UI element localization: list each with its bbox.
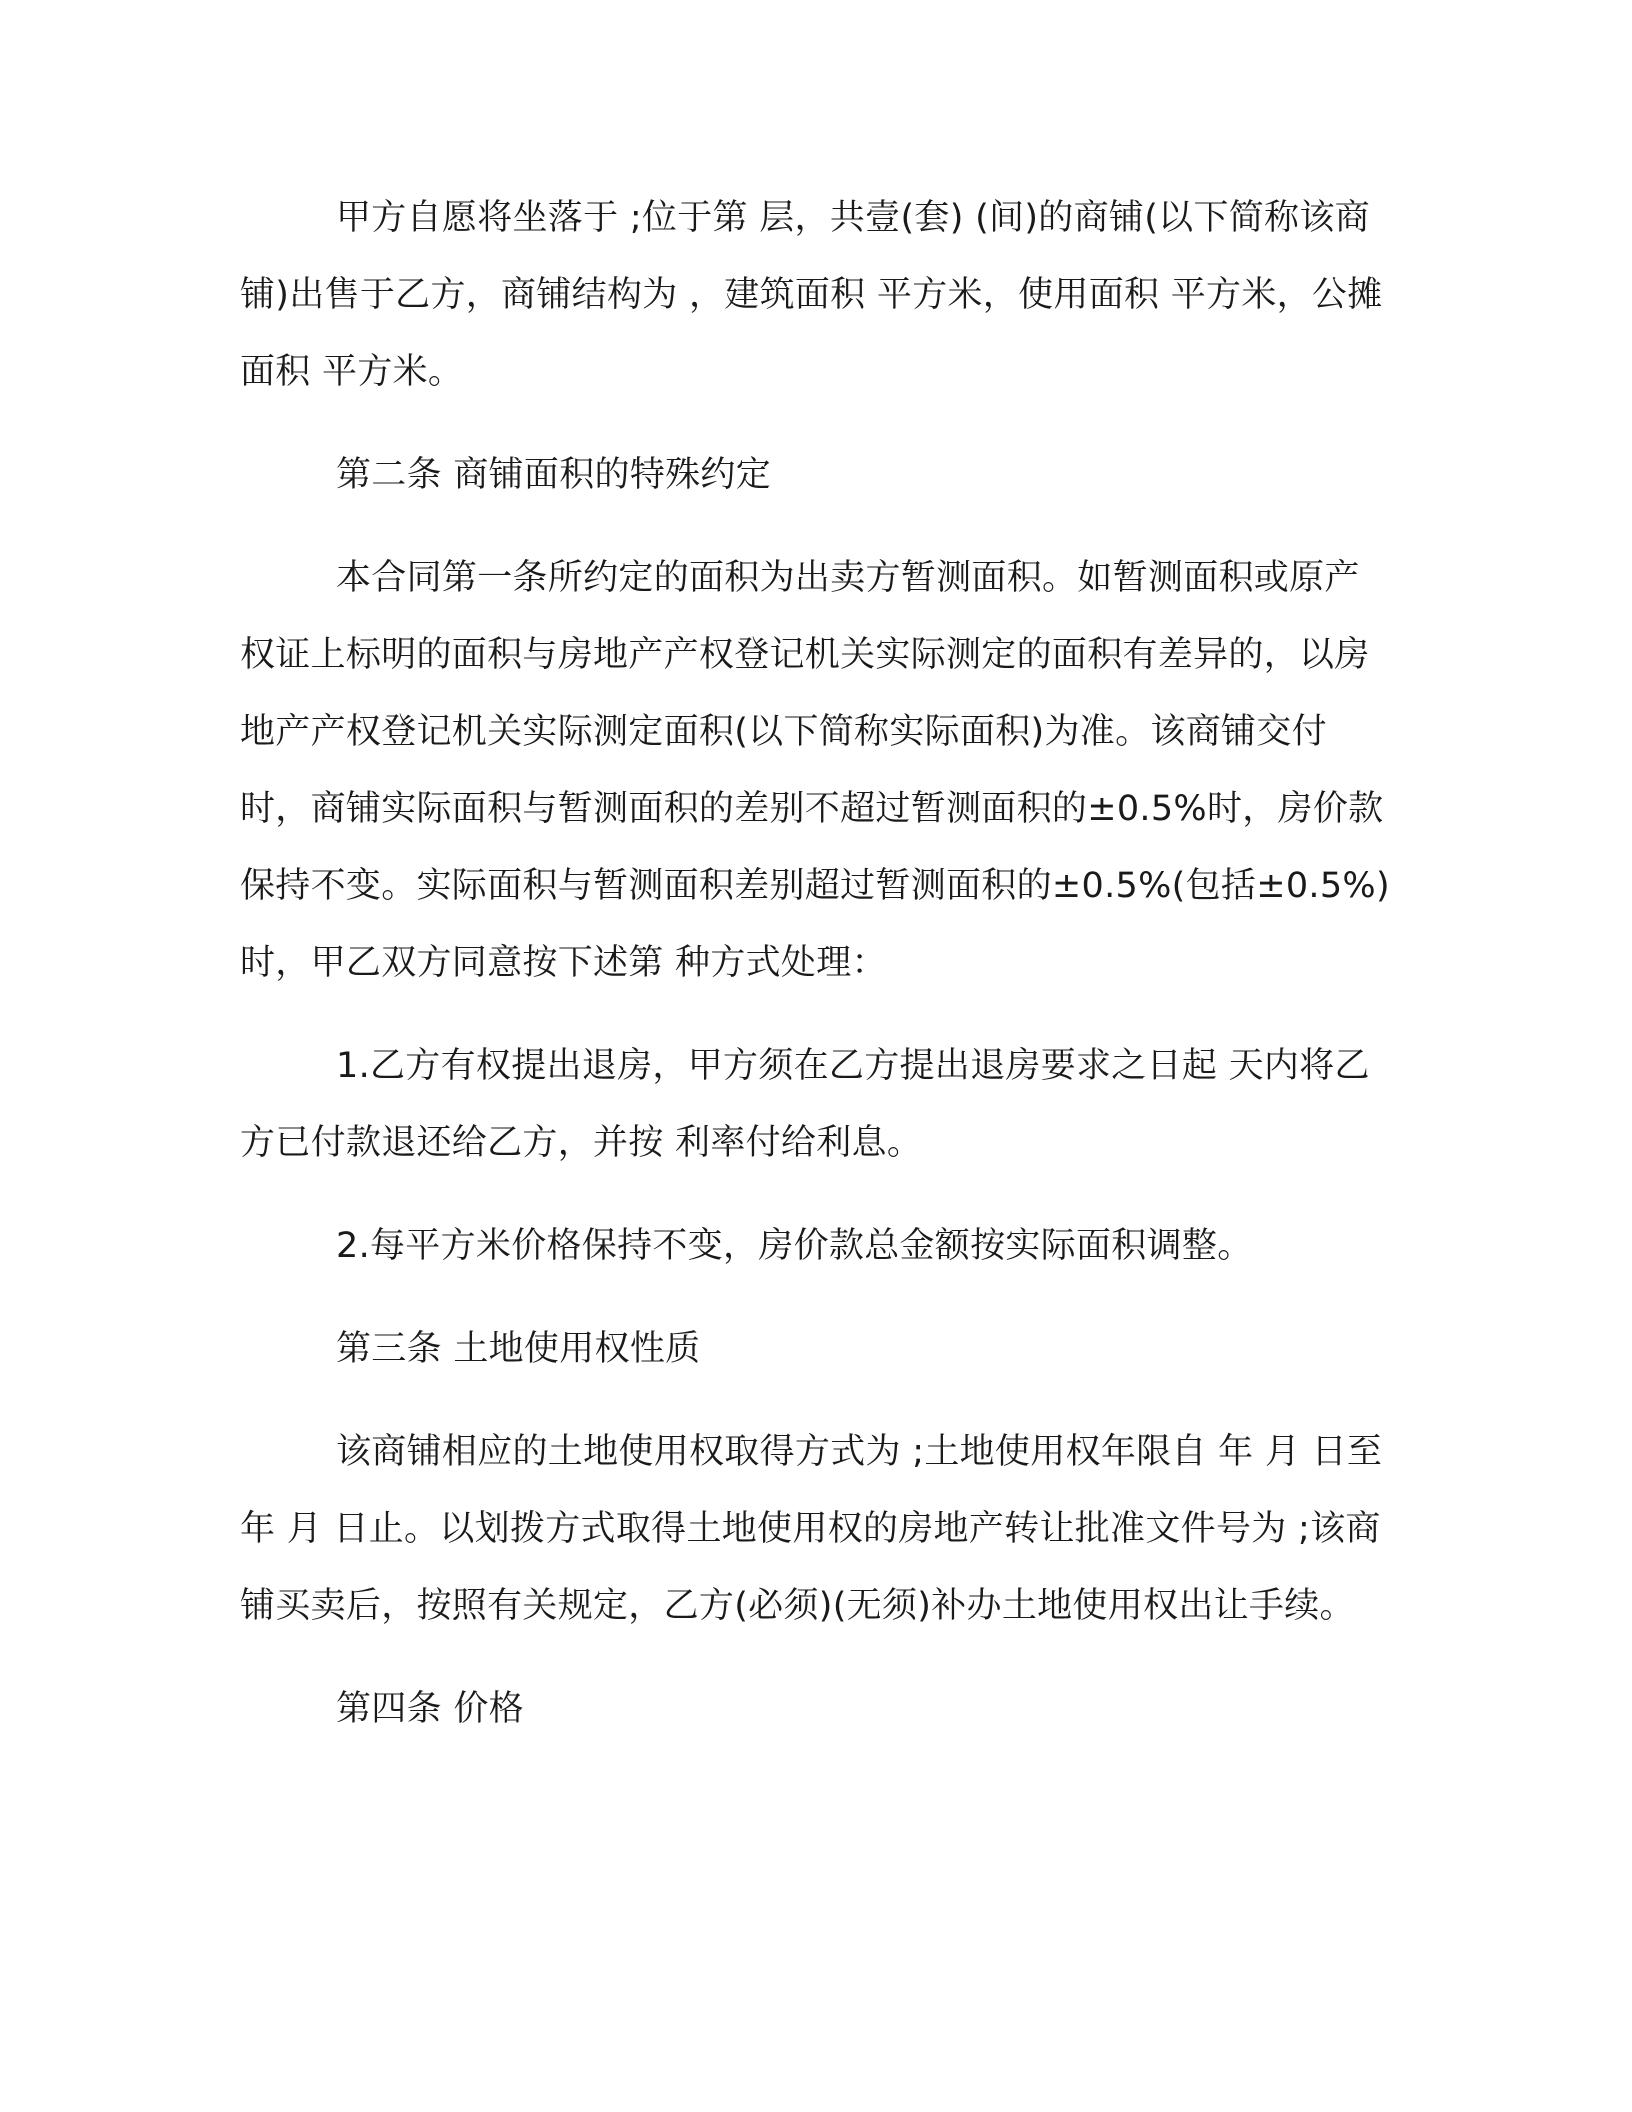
heading-article-3: 第三条 土地使用权性质: [336, 1329, 701, 1369]
paragraph-option-1: 1.乙方有权提出退房，甲方须在乙方提出退房要求之日起 天内将乙方已付款退还给乙方，并按 利率付给利息。: [240, 1046, 1370, 1163]
document-body: [240, 180, 1390, 1748]
paragraph-land-use-right: 该商铺相应的土地使用权取得方式为 ;土地使用权年限自 年 月 日至 年 月 日止。以划拨方式取得土地使用权的房地产转让批准文件号为 ;该商铺买卖后，按照有关规定，乙方(必须)(无须)补办土地使用权出让手续。: [240, 1432, 1383, 1626]
paragraph-option-2: 2.每平方米价格保持不变，房价款总金额按实际面积调整。: [336, 1226, 1253, 1266]
paragraph-area-agreement: 本合同第一条所约定的面积为出卖方暂测面积。如暂测面积或原产权证上标明的面积与房地产产权登记机关实际测定的面积有差异的，以房地产产权登记机关实际测定面积(以下简称实际面积)为准。该商铺交付时，商铺实际面积与暂测面积的差别不超过暂测面积的±0.5%时，房价款保持不变。实际面积与暂测面积差别超过暂测面积的±0.5%(包括±0.5%)时，甲乙双方同意按下述第 种方式处理：: [240, 558, 1390, 983]
heading-article-2: 第二条 商铺面积的特殊约定: [336, 455, 772, 495]
heading-article-4: 第四条 价格: [336, 1689, 524, 1729]
paragraph-property-description: 甲方自愿将坐落于 ;位于第 层，共壹(套) (间)的商铺(以下简称该商铺)出售于乙方，商铺结构为 ，建筑面积 平方米，使用面积 平方米，公摊面积 平方米。: [240, 198, 1383, 392]
